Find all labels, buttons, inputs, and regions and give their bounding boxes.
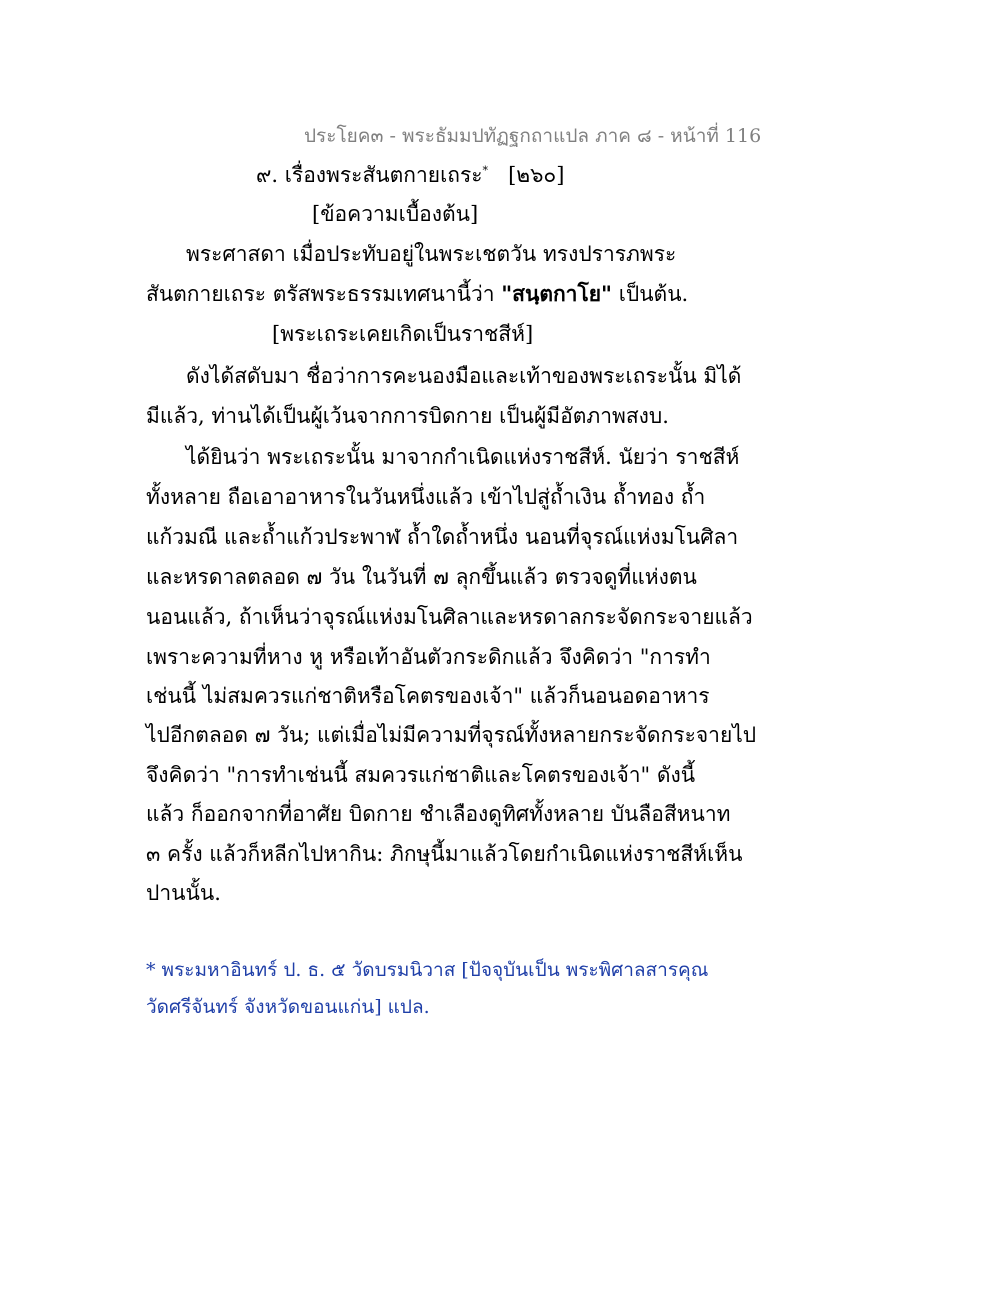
section-heading-lion: [พระเถระเคยเกิดเป็นราชสีห์] bbox=[272, 322, 534, 346]
page-header: ประโยค๓ - พระธัมมปทัฏฐกถาแปล ภาค ๘ - หน้าที่ 116 bbox=[304, 125, 762, 147]
footnote-line: วัดศรีจันทร์ จังหวัดขอนแก่น] แปล. bbox=[146, 996, 430, 1018]
body-line: ปานนั้น. bbox=[146, 881, 221, 905]
footnote-line: * พระมหาอินทร์ ป. ธ. ๕ วัดบรมนิวาส [ปัจจุบันเป็น พระพิศาลสารคุณ bbox=[146, 959, 709, 981]
body-line: แล้ว ก็ออกจากที่อาศัย บิดกาย ชำเลืองดูทิศทั้งหลาย บันลือสีหนาท bbox=[146, 802, 731, 826]
body-line: ได้ยินว่า พระเถระนั้น มาจากกำเนิดแห่งราชสีห์. นัยว่า ราชสีห์ bbox=[186, 445, 740, 469]
body-line: เพราะความที่หาง หู หรือเท้าอันตัวกระดิกแล้ว จึงคิดว่า "การทำ bbox=[146, 645, 711, 669]
intro-line-1: พระศาสดา เมื่อประทับอยู่ในพระเชตวัน ทรงปรารภพระ bbox=[186, 242, 677, 266]
body-line: และหรดาลตลอด ๗ วัน ในวันที่ ๗ ลุกขึ้นแล้ว ตรวจดูที่แห่งตน bbox=[146, 565, 697, 589]
intro-line-2 bbox=[146, 280, 688, 308]
body-line: นอนแล้ว, ถ้าเห็นว่าจุรณ์แห่งมโนศิลาและหรดาลกระจัดกระจายแล้ว bbox=[146, 605, 753, 629]
body-line: ทั้งหลาย ถือเอาอาหารในวันหนึ่งแล้ว เข้าไปสู่ถ้ำเงิน ถ้ำทอง ถ้ำ bbox=[146, 485, 706, 509]
body-line: เช่นนี้ ไม่สมควรแก่ชาติหรือโคตรของเจ้า" แล้วก็นอนอดอาหาร bbox=[146, 684, 710, 708]
body-line: ไปอีกตลอด ๗ วัน; แต่เมื่อไม่มีความที่จุรณ์ทั้งหลายกระจัดกระจายไป bbox=[146, 723, 757, 747]
body-line: จึงคิดว่า "การทำเช่นนี้ สมควรแก่ชาติและโคตรของเจ้า" ดังนี้ bbox=[146, 763, 696, 787]
pali-keyword: "สนฺตกาโย" bbox=[501, 281, 613, 306]
story-number: [๒๖๐] bbox=[508, 163, 565, 187]
story-title bbox=[256, 161, 564, 189]
footnote-marker: * bbox=[482, 164, 489, 177]
body-line: แก้วมณี และถ้ำแก้วประพาฬ ถ้ำใดถ้ำหนึ่ง นอนที่จุรณ์แห่งมโนศิลา bbox=[146, 525, 739, 549]
body-line: มีแล้ว, ท่านได้เป็นผู้เว้นจากการบิดกาย เป็นผู้มีอัตภาพสงบ. bbox=[146, 404, 669, 428]
section-heading-opening: [ข้อความเบื้องต้น] bbox=[312, 202, 479, 226]
intro-line-2-start: สันตกายเถระ ตรัสพระธรรมเทศนานี้ว่า bbox=[146, 282, 502, 306]
body-line: ๓ ครั้ง แล้วก็หลีกไปหากิน: ภิกษุนี้มาแล้วโดยกำเนิดแห่งราชสีห์เห็น bbox=[146, 842, 743, 866]
body-line: ดังได้สดับมา ชื่อว่าการคะนองมือและเท้าของพระเถระนั้น มิได้ bbox=[186, 364, 742, 388]
intro-line-2-end: เป็นต้น. bbox=[612, 282, 689, 306]
story-title-text: ๙. เรื่องพระสันตกายเถระ bbox=[256, 163, 483, 187]
